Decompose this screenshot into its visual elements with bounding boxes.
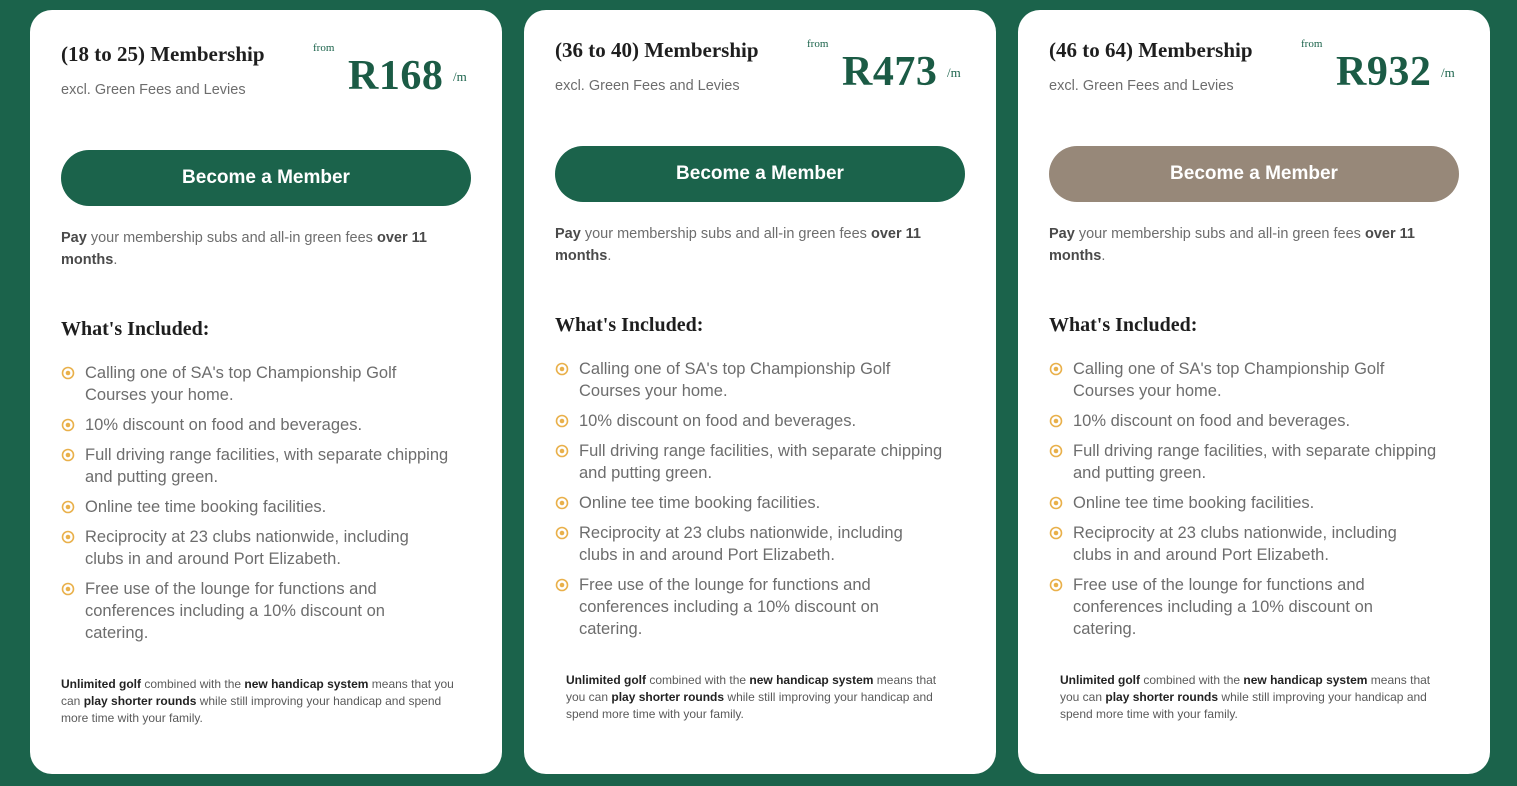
feature-item: 10% discount on food and beverages.: [555, 410, 945, 432]
become-member-button[interactable]: Become a Member: [1049, 146, 1459, 202]
membership-subtitle: excl. Green Fees and Levies: [1049, 78, 1234, 94]
price-amount: R473: [842, 49, 938, 95]
unlimited-golf-note: Unlimited golf combined with the new handicap system means that you can play shorter rounds while still improving your handicap and spend more time with your family.: [61, 677, 454, 725]
feature-item: 10% discount on food and beverages.: [1049, 410, 1439, 432]
circle-dot-icon: [555, 362, 569, 376]
feature-item: Full driving range facilities, with separate chipping and putting green.: [1049, 440, 1439, 484]
feature-item: Calling one of SA's top Championship Golf Courses your home.: [61, 362, 451, 406]
unlimited-golf-note: Unlimited golf combined with the new handicap system means that you can play shorter rounds while still improving your handicap and spend more time with your family.: [1060, 673, 1431, 721]
become-member-button[interactable]: Become a Member: [61, 150, 471, 206]
included-heading: What's Included:: [555, 314, 704, 336]
circle-dot-icon: [61, 448, 75, 462]
price-amount: R168: [348, 53, 444, 99]
membership-title: (36 to 40) Membership: [555, 38, 759, 62]
circle-dot-icon: [555, 414, 569, 428]
circle-dot-icon: [61, 418, 75, 432]
circle-dot-icon: [1049, 444, 1063, 458]
feature-list: [61, 362, 451, 652]
circle-dot-icon: [1049, 362, 1063, 376]
feature-item: Calling one of SA's top Championship Golf Courses your home.: [1049, 358, 1439, 402]
feature-item: Online tee time booking facilities.: [555, 492, 945, 514]
feature-item: Free use of the lounge for functions and conferences including a 10% discount on catering.: [1049, 574, 1439, 640]
price-from-label: from: [807, 38, 829, 50]
membership-card: [30, 10, 502, 774]
circle-dot-icon: [61, 582, 75, 596]
price-from-label: from: [313, 42, 335, 54]
membership-title: (18 to 25) Membership: [61, 42, 265, 66]
price-period: /m: [947, 65, 961, 80]
feature-item: Reciprocity at 23 clubs nationwide, including clubs in and around Port Elizabeth.: [1049, 522, 1439, 566]
payment-info: Pay your membership subs and all-in green fees over 11 months.: [61, 230, 427, 268]
membership-subtitle: excl. Green Fees and Levies: [61, 82, 246, 98]
circle-dot-icon: [1049, 414, 1063, 428]
feature-item: Reciprocity at 23 clubs nationwide, including clubs in and around Port Elizabeth.: [61, 526, 451, 570]
circle-dot-icon: [1049, 526, 1063, 540]
circle-dot-icon: [555, 496, 569, 510]
feature-list: [1049, 358, 1439, 648]
circle-dot-icon: [61, 530, 75, 544]
feature-item: 10% discount on food and beverages.: [61, 414, 451, 436]
membership-card: [524, 10, 996, 774]
become-member-button[interactable]: Become a Member: [555, 146, 965, 202]
price-period: /m: [1441, 65, 1455, 80]
included-heading: What's Included:: [61, 318, 210, 340]
feature-list: [555, 358, 945, 648]
feature-item: Online tee time booking facilities.: [61, 496, 451, 518]
payment-info: Pay your membership subs and all-in green fees over 11 months.: [555, 226, 921, 264]
unlimited-golf-note: Unlimited golf combined with the new handicap system means that you can play shorter rounds while still improving your handicap and spend more time with your family.: [566, 673, 937, 721]
payment-info: Pay your membership subs and all-in green fees over 11 months.: [1049, 226, 1415, 264]
circle-dot-icon: [1049, 578, 1063, 592]
feature-item: Full driving range facilities, with separate chipping and putting green.: [61, 444, 451, 488]
price-amount: R932: [1336, 49, 1432, 95]
feature-item: Reciprocity at 23 clubs nationwide, including clubs in and around Port Elizabeth.: [555, 522, 945, 566]
circle-dot-icon: [61, 366, 75, 380]
feature-item: Full driving range facilities, with separate chipping and putting green.: [555, 440, 945, 484]
price-from-label: from: [1301, 38, 1323, 50]
circle-dot-icon: [555, 444, 569, 458]
feature-item: Free use of the lounge for functions and conferences including a 10% discount on catering.: [555, 574, 945, 640]
price-period: /m: [453, 69, 467, 84]
membership-title: (46 to 64) Membership: [1049, 38, 1253, 62]
feature-item: Free use of the lounge for functions and conferences including a 10% discount on catering.: [61, 578, 451, 644]
circle-dot-icon: [61, 500, 75, 514]
circle-dot-icon: [1049, 496, 1063, 510]
circle-dot-icon: [555, 526, 569, 540]
membership-subtitle: excl. Green Fees and Levies: [555, 78, 740, 94]
membership-card: [1018, 10, 1490, 774]
feature-item: Online tee time booking facilities.: [1049, 492, 1439, 514]
feature-item: Calling one of SA's top Championship Golf Courses your home.: [555, 358, 945, 402]
included-heading: What's Included:: [1049, 314, 1198, 336]
circle-dot-icon: [555, 578, 569, 592]
